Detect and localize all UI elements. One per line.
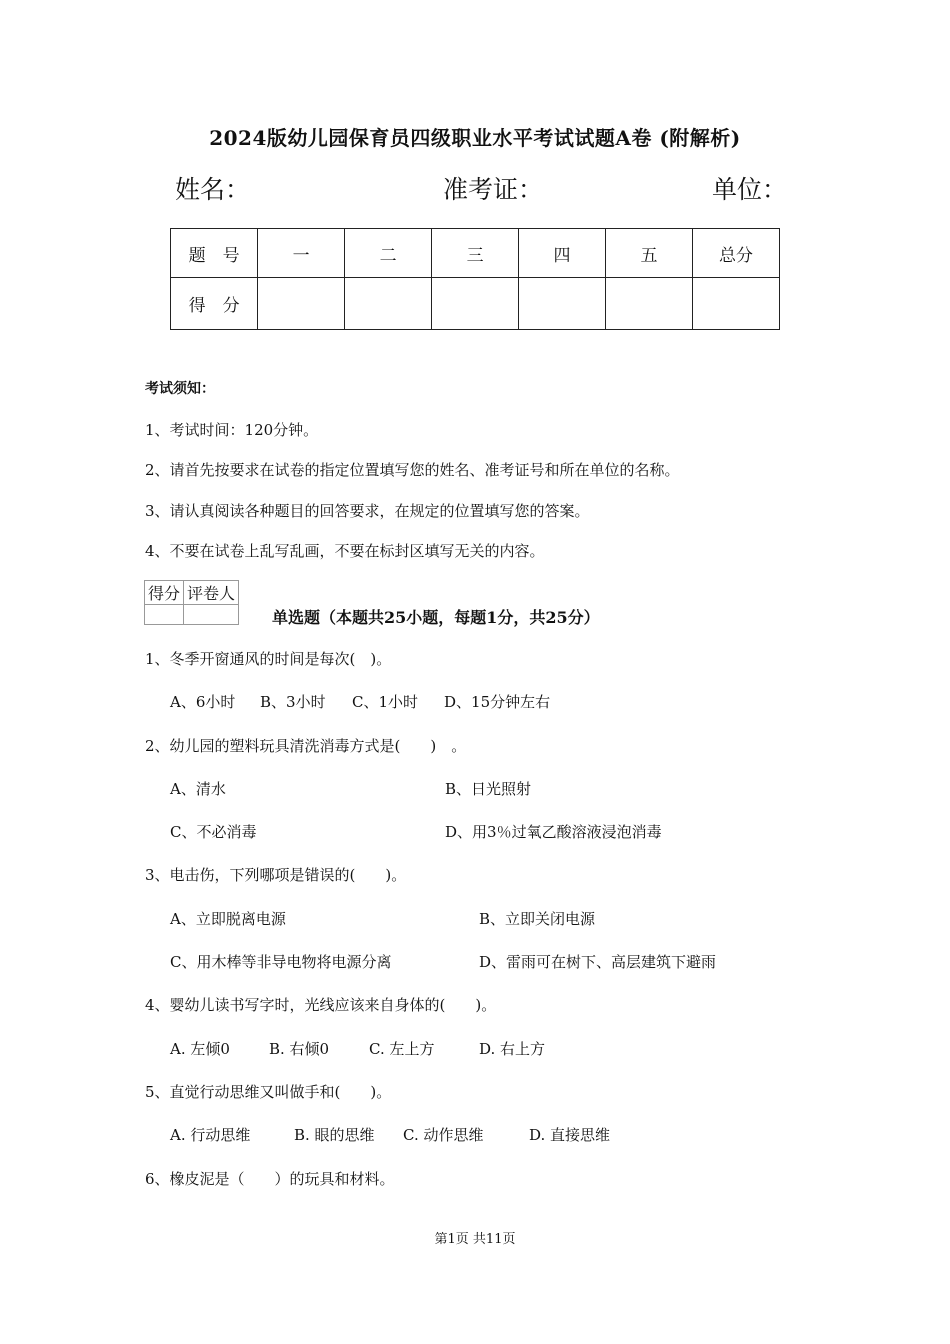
question-stem: 6、橡皮泥是（ ）的玩具和材料。 — [145, 1170, 395, 1188]
question-option: C、用木棒等非导电物将电源分离 — [170, 953, 392, 971]
question-option: D. 右上方 — [479, 1040, 546, 1058]
notice-heading: 考试须知： — [145, 381, 215, 397]
ticket-field-label: 准考证： — [443, 175, 544, 204]
question-option: A、立即脱离电源 — [170, 910, 286, 928]
question-option: A. 行动思维 — [170, 1126, 251, 1144]
score-table-header-cell: 总分 — [692, 229, 779, 278]
question-option: B. 右倾0 — [269, 1040, 330, 1058]
grader-score-cell[interactable] — [145, 605, 184, 625]
question-option: D、15分钟左右 — [444, 693, 551, 711]
question-option: B、立即关闭电源 — [479, 910, 596, 928]
question-option: C、不必消毒 — [170, 823, 257, 841]
notice-rule: 3、请认真阅读各种题目的回答要求，在规定的位置填写您的答案。 — [145, 502, 590, 520]
question-stem: 2、幼儿园的塑料玩具清洗消毒方式是( ) 。 — [145, 737, 467, 755]
question-option: A. 左倾0 — [170, 1040, 230, 1058]
score-row-label: 得 分 — [171, 278, 258, 330]
grader-name-cell[interactable] — [184, 605, 239, 625]
grader-box — [144, 580, 239, 625]
score-table-header-cell: 五 — [606, 229, 693, 278]
score-table-header-row — [171, 229, 780, 278]
name-field-label: 姓名： — [175, 175, 251, 204]
question-option: D、雷雨可在树下、高层建筑下避雨 — [479, 953, 717, 971]
question-option: C、1小时 — [352, 693, 419, 711]
notice-rule: 2、请首先按要求在试卷的指定位置填写您的姓名、准考证号和所在单位的名称。 — [145, 461, 680, 479]
score-cell[interactable] — [692, 278, 779, 330]
document-title: 2024版幼儿园保育员四级职业水平考试试题A卷 (附解析) — [209, 126, 741, 150]
score-table — [170, 228, 780, 330]
score-cell[interactable] — [432, 278, 519, 330]
question-option: D、用3％过氧乙酸溶液浸泡消毒 — [445, 823, 662, 841]
question-option: D. 直接思维 — [529, 1126, 611, 1144]
notice-rule: 1、考试时间：120分钟。 — [145, 421, 319, 439]
score-cell[interactable] — [519, 278, 606, 330]
grader-name-label: 评卷人 — [184, 581, 239, 605]
score-cell[interactable] — [606, 278, 693, 330]
question-option: B. 眼的思维 — [294, 1126, 375, 1144]
score-table-header-cell: 二 — [345, 229, 432, 278]
page-footer: 第1页 共11页 — [434, 1232, 516, 1247]
question-stem: 4、婴幼儿读书写字时，光线应该来自身体的( )。 — [145, 996, 497, 1014]
question-stem: 3、电击伤，下列哪项是错误的( )。 — [145, 866, 407, 884]
unit-field-label: 单位： — [712, 175, 788, 204]
question-option: A、清水 — [170, 780, 226, 798]
score-table-header-cell: 一 — [258, 229, 345, 278]
grader-score-label: 得分 — [145, 581, 184, 605]
question-stem: 5、直觉行动思维又叫做手和( )。 — [145, 1083, 392, 1101]
question-option: C. 动作思维 — [403, 1126, 484, 1144]
score-table-score-row — [171, 278, 780, 330]
question-option: B、3小时 — [260, 693, 326, 711]
question-stem: 1、冬季开窗通风的时间是每次( )。 — [145, 650, 392, 668]
score-table-header-cell: 三 — [432, 229, 519, 278]
score-cell[interactable] — [258, 278, 345, 330]
question-option: A、6小时 — [170, 693, 236, 711]
score-table-header-cell: 题 号 — [171, 229, 258, 278]
score-cell[interactable] — [345, 278, 432, 330]
question-option: B、日光照射 — [445, 780, 532, 798]
question-option: C. 左上方 — [369, 1040, 435, 1058]
score-table-header-cell: 四 — [519, 229, 606, 278]
section-title: 单选题（本题共25小题，每题1分，共25分） — [272, 608, 600, 627]
notice-rule: 4、不要在试卷上乱写乱画，不要在标封区填写无关的内容。 — [145, 542, 545, 560]
